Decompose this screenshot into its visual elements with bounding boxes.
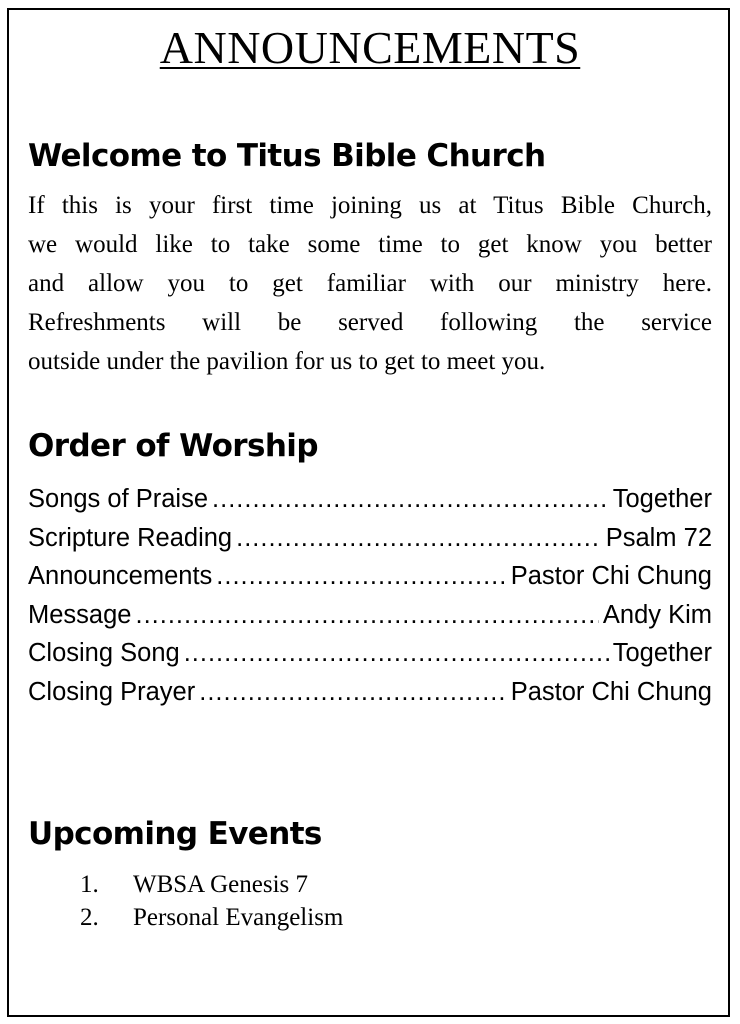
dot-leader [184,634,609,673]
event-number: 1. [80,871,99,898]
welcome-line: we would like to take some time to get know you better [28,231,712,258]
worship-item-value: Andy Kim [602,600,712,629]
welcome-heading: Welcome to Titus Bible Church [28,138,546,174]
dot-leader [135,596,598,635]
dot-leader [212,480,609,519]
dot-leader [236,519,602,558]
welcome-line: Refreshments will be served following the service [28,309,712,336]
dot-leader [216,557,506,596]
worship-item-label: Songs of Praise [28,485,209,513]
worship-item [28,519,712,558]
worship-item-label: Scripture Reading [28,523,233,552]
worship-list [28,480,712,712]
list-item [80,901,343,934]
worship-item-value: Psalm 72 [605,523,712,552]
welcome-line: and allow you to get familiar with our ministry here. [28,270,712,297]
worship-item-label: Closing Song [28,639,180,668]
worship-item-label: Message [28,600,132,629]
dot-leader [199,673,506,712]
welcome-paragraph [28,186,712,381]
events-heading: Upcoming Events [28,816,322,852]
events-list [80,868,343,934]
worship-item [28,634,712,673]
page-title [0,22,740,74]
worship-item-label: Closing Prayer [28,677,196,706]
worship-item-label: Announcements [28,562,213,591]
worship-heading: Order of Worship [28,428,318,464]
worship-item-value: Together [612,485,712,513]
worship-item [28,480,712,519]
worship-item [28,557,712,596]
list-item [80,868,343,901]
worship-item [28,673,712,712]
welcome-line: If this is your first time joining us at Titus Bible Church, [28,192,712,219]
event-text: Personal Evangelism [133,904,344,931]
worship-item-value: Pastor Chi Chung [510,562,712,591]
worship-item [28,596,712,635]
event-text: WBSA Genesis 7 [133,871,308,898]
event-number: 2. [80,904,99,931]
worship-item-value: Together [612,639,712,668]
page-title-text: ANNOUNCEMENTS [159,22,581,73]
worship-item-value: Pastor Chi Chung [510,677,712,706]
welcome-line: outside under the pavilion for us to get to meet you. [28,348,546,375]
